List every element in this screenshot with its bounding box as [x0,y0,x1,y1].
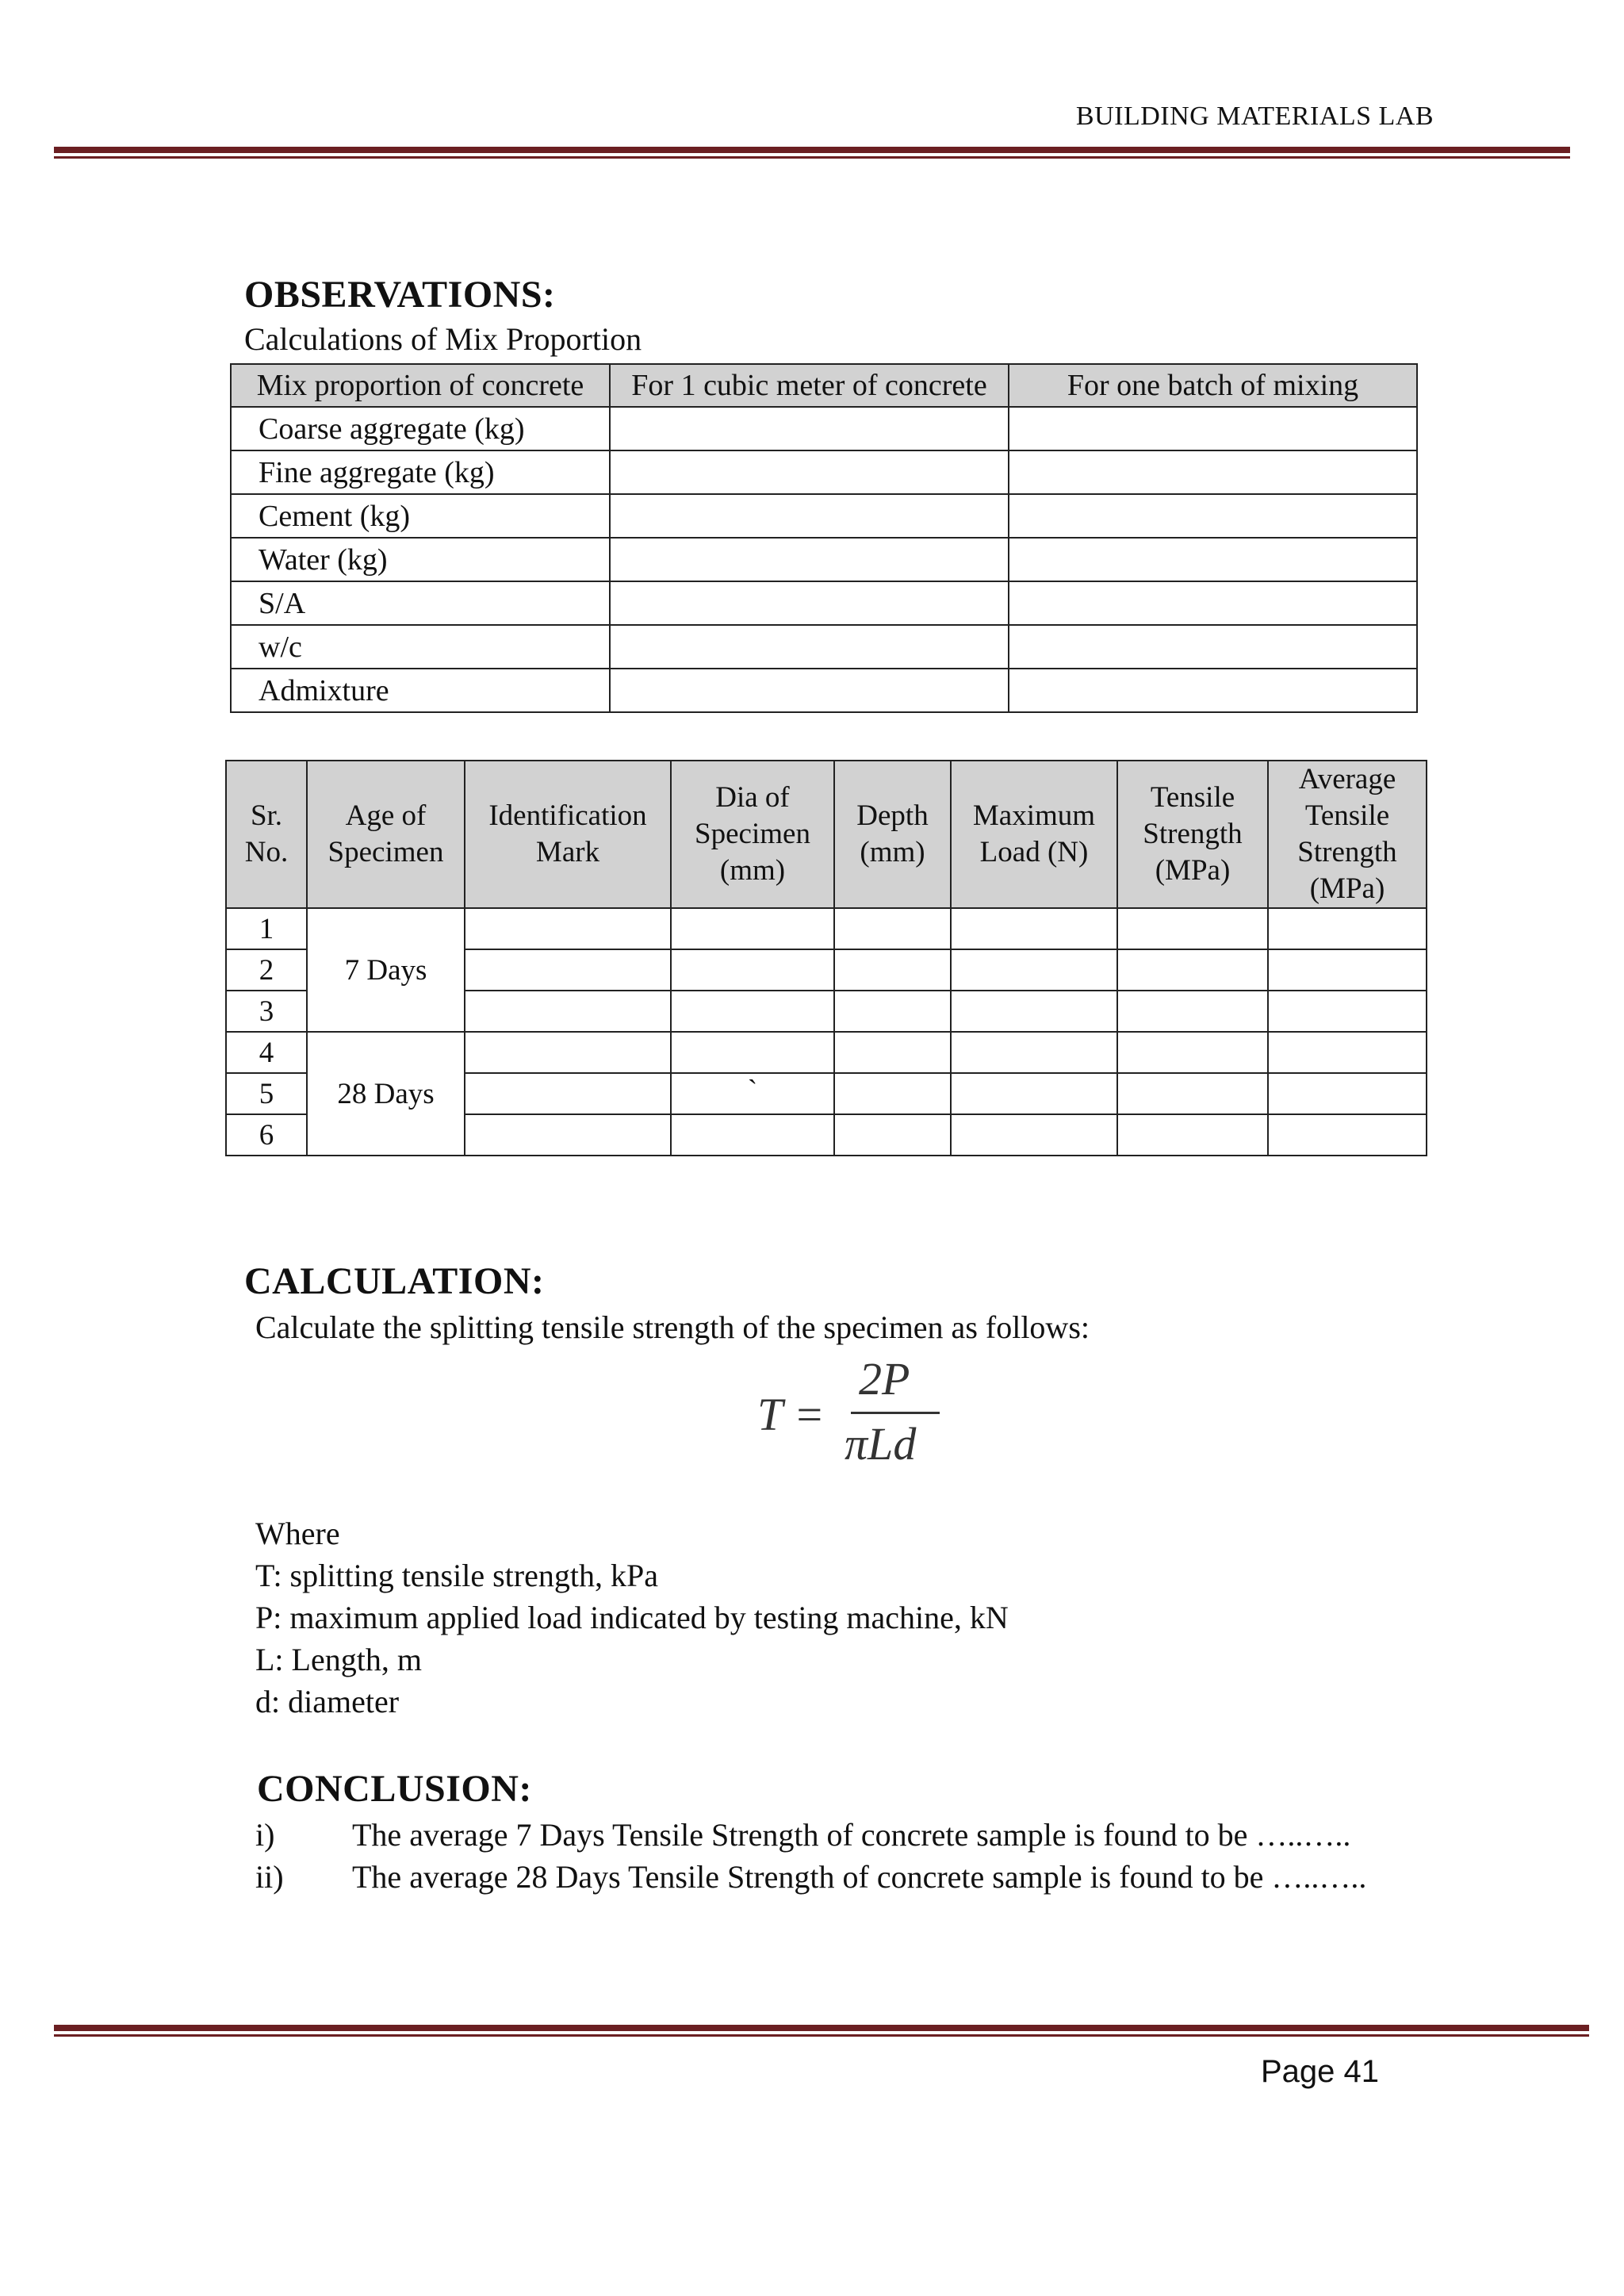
conclusion-heading: CONCLUSION: [257,1768,532,1810]
table-row [226,908,1427,949]
empty-cell [1117,1032,1268,1073]
sr-no-cell: 4 [226,1032,307,1073]
formula-denominator: πLd [845,1418,917,1470]
definition-p: P: maximum applied load indicated by testing machine, kN [255,1600,1009,1635]
empty-cell [1268,1114,1427,1156]
header-average-tensile-strength: Average Tensile Strength (MPa) [1268,761,1427,908]
definition-d: d: diameter [255,1684,400,1719]
empty-cell [1117,991,1268,1032]
empty-cell [1009,407,1417,450]
empty-cell [951,1032,1117,1073]
empty-cell [1268,1073,1427,1114]
empty-cell [671,1032,834,1073]
header-sr-no: Sr. No. [226,761,307,908]
tensile-strength-table [225,760,1427,1156]
empty-cell [1009,669,1417,712]
mix-row-label: Fine aggregate (kg) [231,450,610,494]
header-tensile-strength: Tensile Strength (MPa) [1117,761,1268,908]
conclusion-text: The average 7 Days Tensile Strength of concrete sample is found to be …..….. [352,1817,1351,1853]
fraction-bar [851,1412,940,1414]
mix-row-label: S/A [231,581,610,625]
where-label: Where [255,1516,340,1551]
conclusion-text: The average 28 Days Tensile Strength of concrete sample is found to be …..….. [352,1859,1367,1895]
empty-cell [834,1114,951,1156]
footer-rule [54,2025,1589,2037]
header-rule [54,147,1570,159]
empty-cell [951,949,1117,991]
header-maximum-load: Maximum Load (N) [951,761,1117,908]
empty-cell [1009,581,1417,625]
table-row [226,1032,1427,1073]
mix-row-label: w/c [231,625,610,669]
empty-cell [1117,908,1268,949]
empty-cell [1268,1032,1427,1073]
empty-cell [1117,1073,1268,1114]
calculation-heading: CALCULATION: [244,1260,545,1302]
empty-cell [1268,949,1427,991]
empty-cell [834,949,951,991]
mix-header-batch: For one batch of mixing [1009,364,1417,407]
empty-cell [1009,494,1417,538]
sr-no-cell: 1 [226,908,307,949]
definition-l: L: Length, m [255,1642,422,1677]
empty-cell [610,669,1009,712]
empty-cell [1117,1114,1268,1156]
mix-header-proportion: Mix proportion of concrete [231,364,610,407]
table-row [231,494,1417,538]
table-row [231,407,1417,450]
formula-lhs: T = [757,1389,825,1440]
empty-cell [951,908,1117,949]
mix-row-label: Admixture [231,669,610,712]
age-group-cell: 28 Days [307,1032,465,1156]
empty-cell [1009,625,1417,669]
empty-cell [465,1114,671,1156]
table-row [231,625,1417,669]
header-age-of-specimen: Age of Specimen [307,761,465,908]
formula-numerator: 2P [859,1353,910,1405]
empty-cell [1117,949,1268,991]
empty-cell [951,991,1117,1032]
empty-cell [1009,538,1417,581]
header-identification-mark: Identification Mark [465,761,671,908]
empty-cell [610,494,1009,538]
page-number: Page 41 [1261,2054,1380,2089]
empty-cell [1268,908,1427,949]
empty-cell [1268,991,1427,1032]
empty-cell [834,1073,951,1114]
empty-cell [610,407,1009,450]
sr-no-cell: 3 [226,991,307,1032]
mix-proportion-table [230,363,1418,713]
empty-cell [610,625,1009,669]
mix-proportion-subheading: Calculations of Mix Proportion [244,321,642,357]
empty-cell [465,949,671,991]
calculation-intro: Calculate the splitting tensile strength of the specimen as follows: [255,1309,1090,1345]
empty-cell [465,1032,671,1073]
mix-row-label: Cement (kg) [231,494,610,538]
empty-cell [465,991,671,1032]
table-row [231,581,1417,625]
definition-t: T: splitting tensile strength, kPa [255,1558,658,1593]
empty-cell [1009,450,1417,494]
table-row [231,669,1417,712]
empty-cell [610,581,1009,625]
mix-row-label: Water (kg) [231,538,610,581]
conclusion-marker: ii) [255,1859,284,1895]
empty-cell [610,538,1009,581]
mix-row-label: Coarse aggregate (kg) [231,407,610,450]
mix-header-cubic-meter: For 1 cubic meter of concrete [610,364,1009,407]
observations-heading: OBSERVATIONS: [244,274,556,316]
sr-no-cell: 2 [226,949,307,991]
tensile-strength-formula [757,1352,940,1471]
empty-cell [951,1114,1117,1156]
empty-cell [671,949,834,991]
empty-cell [671,991,834,1032]
empty-cell [465,1073,671,1114]
header-depth: Depth (mm) [834,761,951,908]
header-title: BUILDING MATERIALS LAB [1075,102,1434,131]
empty-cell [465,908,671,949]
header-dia-of-specimen: Dia of Specimen (mm) [671,761,834,908]
sr-no-cell: 5 [226,1073,307,1114]
empty-cell [951,1073,1117,1114]
table-row [231,538,1417,581]
stray-mark-cell: ` [671,1073,834,1114]
empty-cell [834,908,951,949]
empty-cell [610,450,1009,494]
conclusion-marker: i) [255,1817,275,1853]
age-group-cell: 7 Days [307,908,465,1032]
table-row [231,450,1417,494]
sr-no-cell: 6 [226,1114,307,1156]
empty-cell [671,1114,834,1156]
empty-cell [834,991,951,1032]
empty-cell [671,908,834,949]
empty-cell [834,1032,951,1073]
